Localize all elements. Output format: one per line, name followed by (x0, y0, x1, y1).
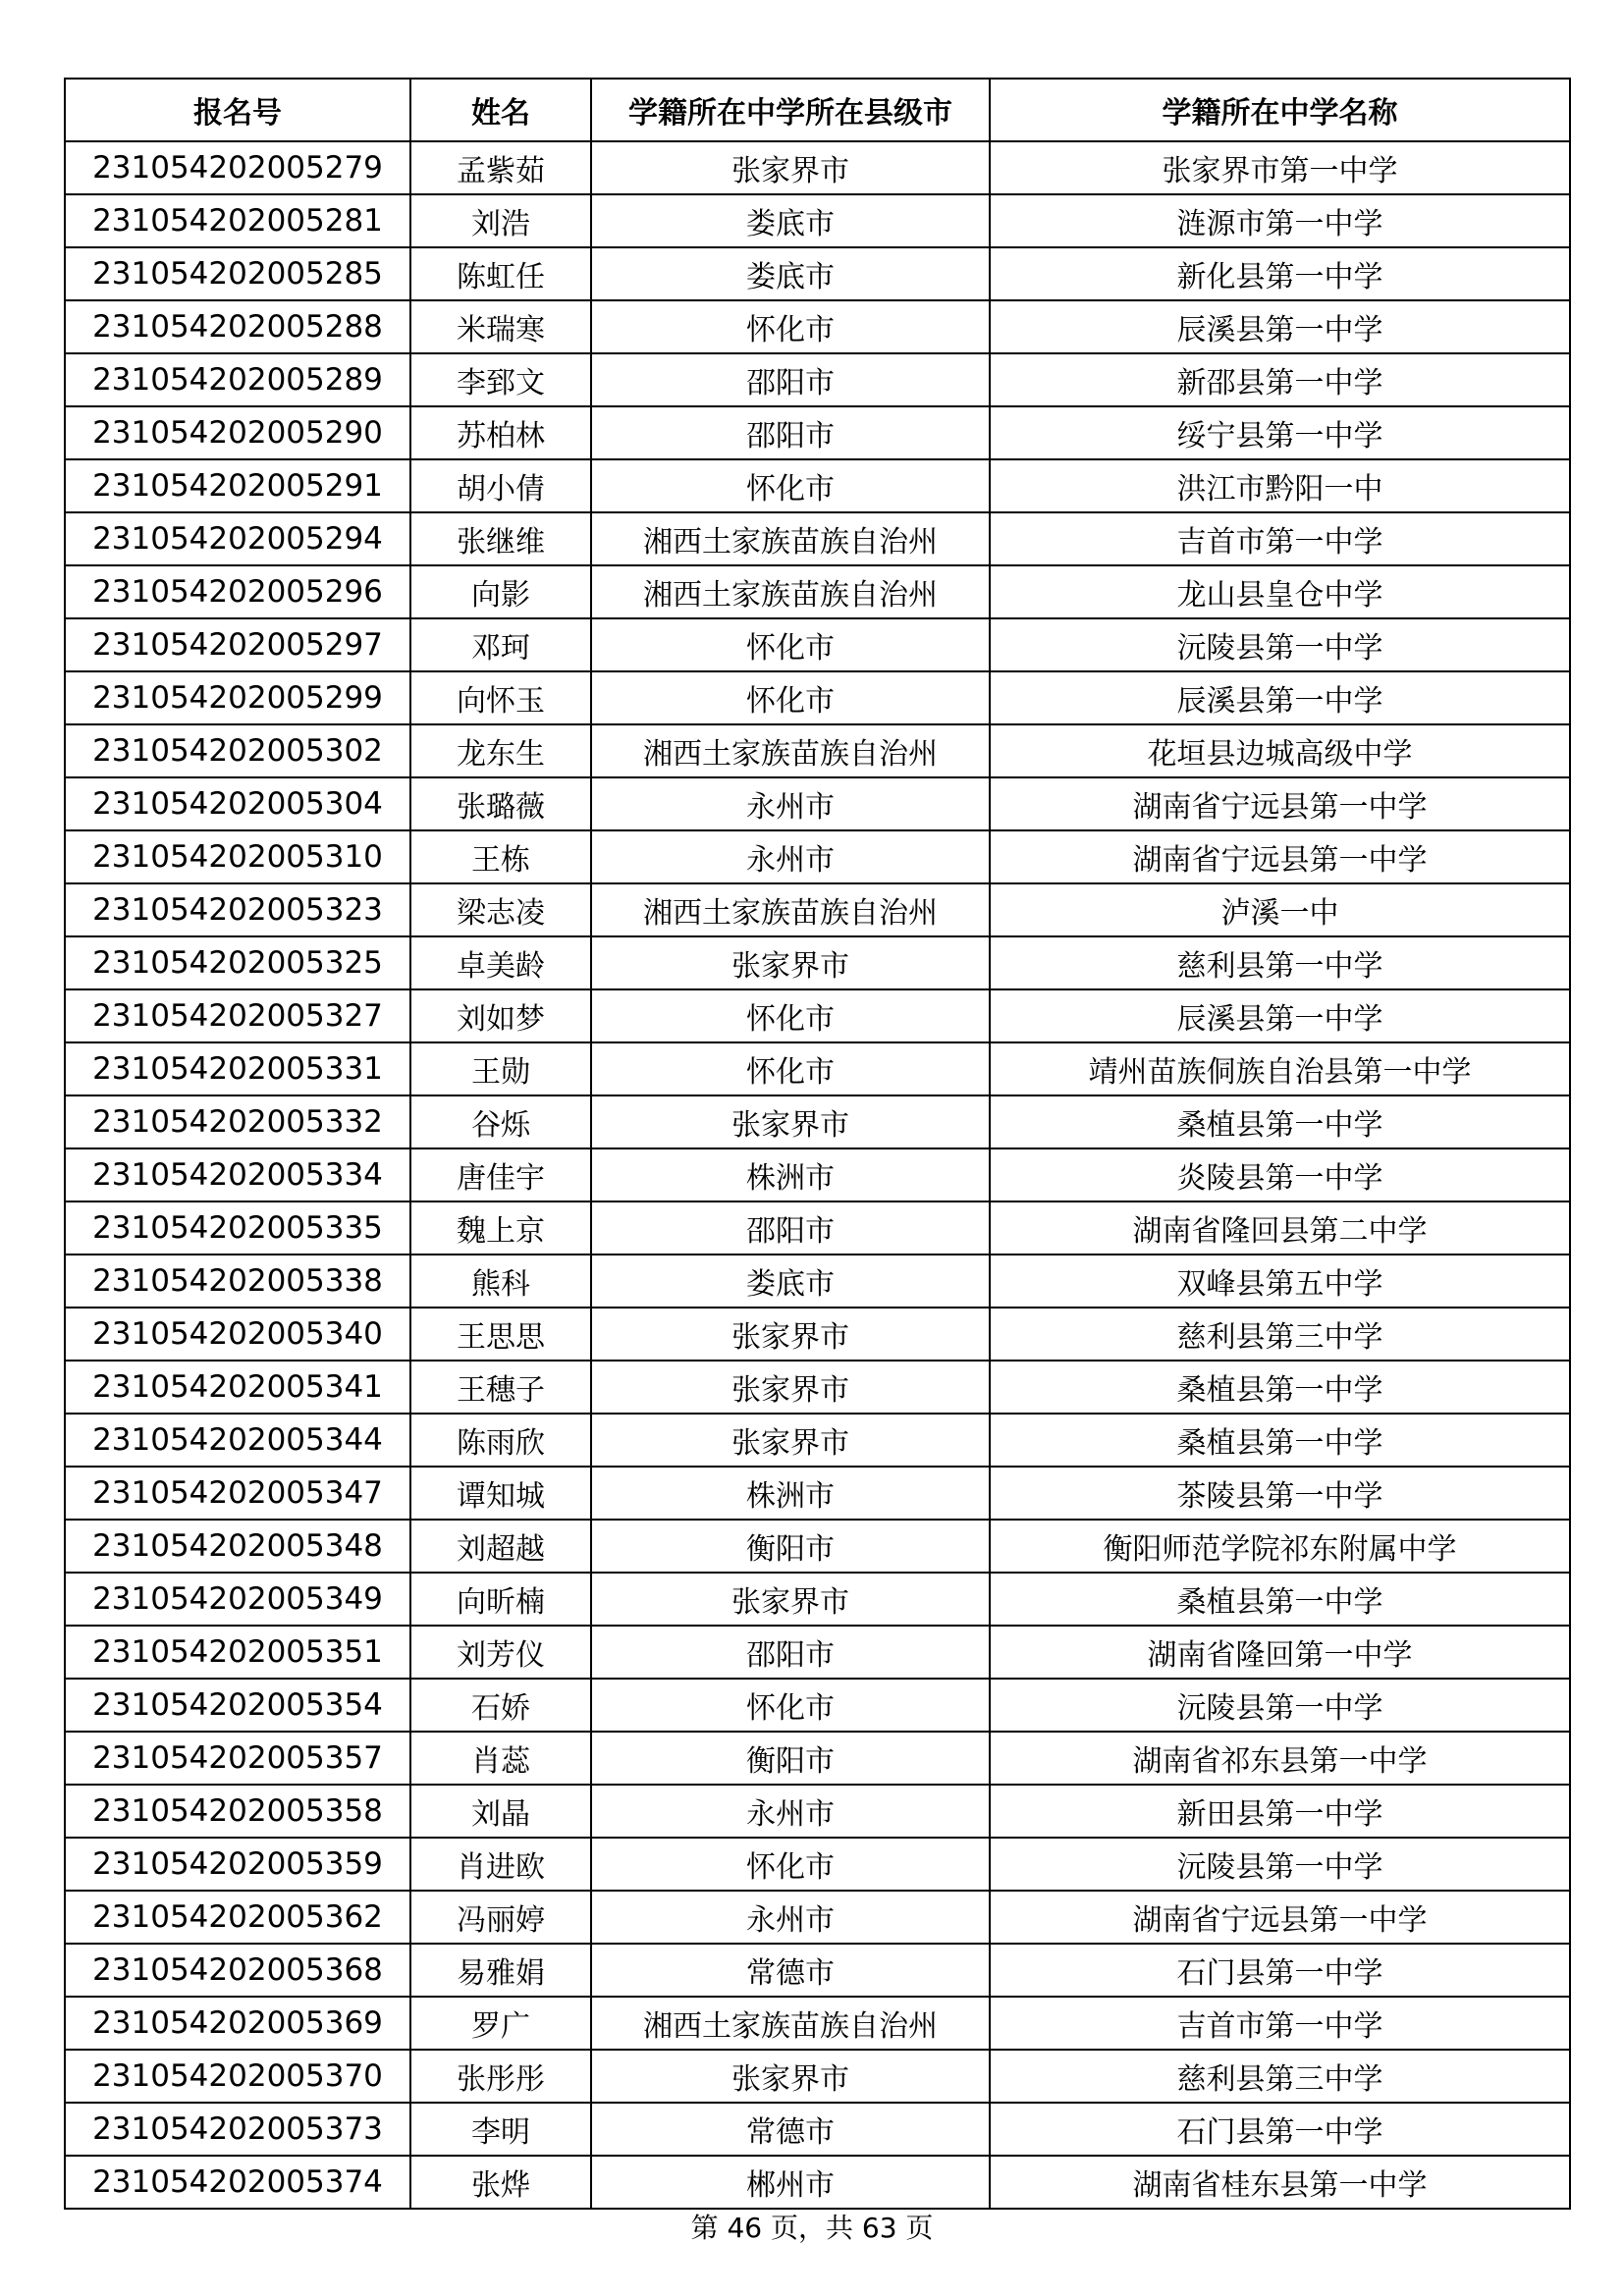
table-row (65, 406, 1570, 459)
city-cell: 张家界市 (591, 1308, 990, 1361)
registration-number-cell: 231054202005359 (65, 1838, 410, 1891)
city-cell: 怀化市 (591, 300, 990, 353)
header-school: 学籍所在中学名称 (990, 79, 1570, 141)
school-cell: 泸溪一中 (990, 883, 1570, 936)
table-row (65, 1361, 1570, 1414)
city-cell: 永州市 (591, 830, 990, 883)
city-cell: 怀化市 (591, 618, 990, 671)
name-cell: 王栋 (410, 830, 591, 883)
header-city: 学籍所在中学所在县级市 (591, 79, 990, 141)
table-row (65, 777, 1570, 830)
school-cell: 湖南省桂东县第一中学 (990, 2156, 1570, 2209)
registration-number-cell: 231054202005358 (65, 1785, 410, 1838)
registration-number-cell: 231054202005288 (65, 300, 410, 353)
registration-number-cell: 231054202005347 (65, 1467, 410, 1520)
city-cell: 永州市 (591, 1891, 990, 1944)
city-cell: 娄底市 (591, 1255, 990, 1308)
registration-number-cell: 231054202005368 (65, 1944, 410, 1997)
school-cell: 衡阳师范学院祁东附属中学 (990, 1520, 1570, 1573)
registration-number-cell: 231054202005332 (65, 1095, 410, 1148)
city-cell: 湘西土家族苗族自治州 (591, 565, 990, 618)
registration-number-cell: 231054202005341 (65, 1361, 410, 1414)
school-cell: 沅陵县第一中学 (990, 1838, 1570, 1891)
registration-number-cell: 231054202005297 (65, 618, 410, 671)
school-cell: 吉首市第一中学 (990, 512, 1570, 565)
school-cell: 慈利县第三中学 (990, 1308, 1570, 1361)
city-cell: 张家界市 (591, 2050, 990, 2103)
registration-number-cell: 231054202005327 (65, 989, 410, 1042)
school-cell: 慈利县第三中学 (990, 2050, 1570, 2103)
school-cell: 新田县第一中学 (990, 1785, 1570, 1838)
city-cell: 邵阳市 (591, 353, 990, 406)
school-cell: 湖南省宁远县第一中学 (990, 1891, 1570, 1944)
city-cell: 邵阳市 (591, 406, 990, 459)
table-row (65, 1997, 1570, 2050)
table-row (65, 1679, 1570, 1732)
name-cell: 熊科 (410, 1255, 591, 1308)
registration-number-cell: 231054202005369 (65, 1997, 410, 2050)
name-cell: 卓美龄 (410, 936, 591, 989)
school-cell: 石门县第一中学 (990, 2103, 1570, 2156)
school-cell: 靖州苗族侗族自治县第一中学 (990, 1042, 1570, 1095)
table-row (65, 1838, 1570, 1891)
table-row (65, 671, 1570, 724)
school-cell: 吉首市第一中学 (990, 1997, 1570, 2050)
registration-number-cell: 231054202005335 (65, 1201, 410, 1255)
name-cell: 胡小倩 (410, 459, 591, 512)
school-cell: 绥宁县第一中学 (990, 406, 1570, 459)
table-row (65, 1467, 1570, 1520)
name-cell: 张烨 (410, 2156, 591, 2209)
name-cell: 龙东生 (410, 724, 591, 777)
school-cell: 茶陵县第一中学 (990, 1467, 1570, 1520)
table-row (65, 141, 1570, 194)
table-row (65, 459, 1570, 512)
city-cell: 娄底市 (591, 247, 990, 300)
name-cell: 向怀玉 (410, 671, 591, 724)
city-cell: 永州市 (591, 1785, 990, 1838)
page-footer: 第 46 页，共 63 页 (690, 2212, 934, 2244)
registration-number-cell: 231054202005289 (65, 353, 410, 406)
school-cell: 花垣县边城高级中学 (990, 724, 1570, 777)
registration-number-cell: 231054202005279 (65, 141, 410, 194)
table-row (65, 194, 1570, 247)
school-cell: 湖南省隆回第一中学 (990, 1626, 1570, 1679)
name-cell: 张继维 (410, 512, 591, 565)
school-cell: 龙山县皇仓中学 (990, 565, 1570, 618)
header-name: 姓名 (410, 79, 591, 141)
name-cell: 谭知城 (410, 1467, 591, 1520)
school-cell: 桑植县第一中学 (990, 1095, 1570, 1148)
school-cell: 湖南省隆回县第二中学 (990, 1201, 1570, 1255)
table-row (65, 1201, 1570, 1255)
table-row (65, 1148, 1570, 1201)
city-cell: 永州市 (591, 777, 990, 830)
city-cell: 怀化市 (591, 1679, 990, 1732)
registration-number-cell: 231054202005323 (65, 883, 410, 936)
city-cell: 衡阳市 (591, 1520, 990, 1573)
city-cell: 湘西土家族苗族自治州 (591, 1997, 990, 2050)
name-cell: 谷烁 (410, 1095, 591, 1148)
school-cell: 辰溪县第一中学 (990, 671, 1570, 724)
city-cell: 邵阳市 (591, 1201, 990, 1255)
table-row (65, 1095, 1570, 1148)
registration-number-cell: 231054202005290 (65, 406, 410, 459)
table-row (65, 300, 1570, 353)
name-cell: 邓珂 (410, 618, 591, 671)
city-cell: 邵阳市 (591, 1626, 990, 1679)
school-cell: 辰溪县第一中学 (990, 300, 1570, 353)
name-cell: 刘浩 (410, 194, 591, 247)
registration-number-cell: 231054202005296 (65, 565, 410, 618)
name-cell: 王思思 (410, 1308, 591, 1361)
name-cell: 向昕楠 (410, 1573, 591, 1626)
name-cell: 石娇 (410, 1679, 591, 1732)
city-cell: 常德市 (591, 1944, 990, 1997)
registration-number-cell: 231054202005344 (65, 1414, 410, 1467)
school-cell: 洪江市黔阳一中 (990, 459, 1570, 512)
school-cell: 湖南省宁远县第一中学 (990, 830, 1570, 883)
table-row (65, 2156, 1570, 2209)
name-cell: 李郅文 (410, 353, 591, 406)
registration-number-cell: 231054202005338 (65, 1255, 410, 1308)
table-row (65, 1891, 1570, 1944)
city-cell: 张家界市 (591, 1573, 990, 1626)
table-row (65, 1255, 1570, 1308)
name-cell: 张璐薇 (410, 777, 591, 830)
city-cell: 怀化市 (591, 989, 990, 1042)
name-cell: 王穗子 (410, 1361, 591, 1414)
registration-number-cell: 231054202005310 (65, 830, 410, 883)
registration-number-cell: 231054202005299 (65, 671, 410, 724)
table-row (65, 2103, 1570, 2156)
school-cell: 桑植县第一中学 (990, 1414, 1570, 1467)
city-cell: 湘西土家族苗族自治州 (591, 724, 990, 777)
table-row (65, 936, 1570, 989)
registration-number-cell: 231054202005374 (65, 2156, 410, 2209)
table-header (65, 79, 1570, 141)
table-row (65, 724, 1570, 777)
school-cell: 张家界市第一中学 (990, 141, 1570, 194)
school-cell: 石门县第一中学 (990, 1944, 1570, 1997)
city-cell: 张家界市 (591, 1361, 990, 1414)
header-registration-number: 报名号 (65, 79, 410, 141)
name-cell: 陈虹任 (410, 247, 591, 300)
registration-number-cell: 231054202005291 (65, 459, 410, 512)
name-cell: 肖蕊 (410, 1732, 591, 1785)
table-row (65, 353, 1570, 406)
registration-number-cell: 231054202005302 (65, 724, 410, 777)
name-cell: 孟紫茹 (410, 141, 591, 194)
school-cell: 沅陵县第一中学 (990, 1679, 1570, 1732)
registration-number-cell: 231054202005362 (65, 1891, 410, 1944)
school-cell: 湖南省宁远县第一中学 (990, 777, 1570, 830)
registration-number-cell: 231054202005357 (65, 1732, 410, 1785)
school-cell: 沅陵县第一中学 (990, 618, 1570, 671)
city-cell: 张家界市 (591, 936, 990, 989)
city-cell: 怀化市 (591, 671, 990, 724)
table-body (65, 141, 1570, 2209)
table-row (65, 565, 1570, 618)
registration-number-cell: 231054202005331 (65, 1042, 410, 1095)
table-row (65, 247, 1570, 300)
name-cell: 米瑞寒 (410, 300, 591, 353)
table-row (65, 1573, 1570, 1626)
registration-number-cell: 231054202005285 (65, 247, 410, 300)
school-cell: 慈利县第一中学 (990, 936, 1570, 989)
table-row (65, 1785, 1570, 1838)
school-cell: 涟源市第一中学 (990, 194, 1570, 247)
header-row (65, 79, 1570, 141)
registration-number-cell: 231054202005349 (65, 1573, 410, 1626)
name-cell: 刘如梦 (410, 989, 591, 1042)
city-cell: 常德市 (591, 2103, 990, 2156)
registration-number-cell: 231054202005334 (65, 1148, 410, 1201)
registration-number-cell: 231054202005370 (65, 2050, 410, 2103)
registration-number-cell: 231054202005351 (65, 1626, 410, 1679)
table-row (65, 1626, 1570, 1679)
registration-number-cell: 231054202005373 (65, 2103, 410, 2156)
name-cell: 向影 (410, 565, 591, 618)
city-cell: 娄底市 (591, 194, 990, 247)
city-cell: 湘西土家族苗族自治州 (591, 512, 990, 565)
name-cell: 王勋 (410, 1042, 591, 1095)
city-cell: 株洲市 (591, 1467, 990, 1520)
name-cell: 冯丽婷 (410, 1891, 591, 1944)
name-cell: 肖进欧 (410, 1838, 591, 1891)
city-cell: 张家界市 (591, 1095, 990, 1148)
city-cell: 怀化市 (591, 1838, 990, 1891)
name-cell: 易雅娟 (410, 1944, 591, 1997)
table-row (65, 1414, 1570, 1467)
table-row (65, 883, 1570, 936)
city-cell: 株洲市 (591, 1148, 990, 1201)
name-cell: 刘芳仪 (410, 1626, 591, 1679)
registration-number-cell: 231054202005348 (65, 1520, 410, 1573)
table-row (65, 618, 1570, 671)
registration-number-cell: 231054202005281 (65, 194, 410, 247)
roster-table (64, 78, 1571, 2210)
table-row (65, 1944, 1570, 1997)
table-row (65, 2050, 1570, 2103)
table-row (65, 1520, 1570, 1573)
city-cell: 怀化市 (591, 459, 990, 512)
registration-number-cell: 231054202005340 (65, 1308, 410, 1361)
name-cell: 梁志凌 (410, 883, 591, 936)
registration-number-cell: 231054202005304 (65, 777, 410, 830)
table-row (65, 512, 1570, 565)
name-cell: 魏上京 (410, 1201, 591, 1255)
name-cell: 唐佳宇 (410, 1148, 591, 1201)
city-cell: 张家界市 (591, 1414, 990, 1467)
registration-number-cell: 231054202005325 (65, 936, 410, 989)
school-cell: 双峰县第五中学 (990, 1255, 1570, 1308)
name-cell: 刘晶 (410, 1785, 591, 1838)
school-cell: 桑植县第一中学 (990, 1573, 1570, 1626)
table-row (65, 1042, 1570, 1095)
name-cell: 苏柏林 (410, 406, 591, 459)
table-row (65, 1308, 1570, 1361)
school-cell: 辰溪县第一中学 (990, 989, 1570, 1042)
name-cell: 刘超越 (410, 1520, 591, 1573)
school-cell: 炎陵县第一中学 (990, 1148, 1570, 1201)
city-cell: 张家界市 (591, 141, 990, 194)
school-cell: 桑植县第一中学 (990, 1361, 1570, 1414)
table-row (65, 989, 1570, 1042)
city-cell: 湘西土家族苗族自治州 (591, 883, 990, 936)
name-cell: 罗广 (410, 1997, 591, 2050)
name-cell: 陈雨欣 (410, 1414, 591, 1467)
city-cell: 郴州市 (591, 2156, 990, 2209)
table-row (65, 1732, 1570, 1785)
table-row (65, 830, 1570, 883)
name-cell: 张彤彤 (410, 2050, 591, 2103)
city-cell: 怀化市 (591, 1042, 990, 1095)
registration-number-cell: 231054202005354 (65, 1679, 410, 1732)
city-cell: 衡阳市 (591, 1732, 990, 1785)
registration-number-cell: 231054202005294 (65, 512, 410, 565)
name-cell: 李明 (410, 2103, 591, 2156)
school-cell: 新邵县第一中学 (990, 353, 1570, 406)
school-cell: 新化县第一中学 (990, 247, 1570, 300)
school-cell: 湖南省祁东县第一中学 (990, 1732, 1570, 1785)
